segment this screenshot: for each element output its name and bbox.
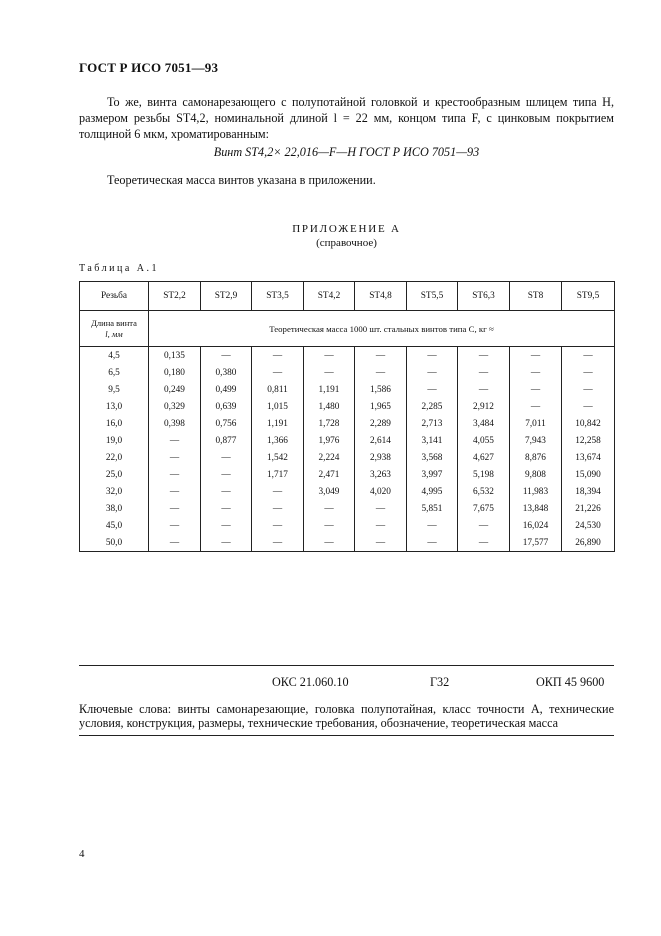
mass-cell: 0,398 [149, 415, 201, 432]
table-row [80, 398, 615, 415]
mass-cell: 1,015 [252, 398, 304, 415]
row-length: 6,5 [80, 364, 149, 381]
mass-cell: 21,226 [562, 500, 615, 517]
group-code: Г32 [430, 675, 450, 689]
length-label-line1: Длина винта [91, 317, 137, 328]
col-header: ST4,8 [355, 282, 407, 311]
mass-cell: — [252, 534, 304, 552]
mass-cell: 1,191 [304, 381, 355, 398]
mass-cell: 3,997 [407, 466, 458, 483]
mass-cell: — [407, 364, 458, 381]
mass-cell: 2,285 [407, 398, 458, 415]
table-subheader-row [80, 311, 615, 347]
row-length: 19,0 [80, 432, 149, 449]
mass-cell: 7,943 [510, 432, 562, 449]
mass-cell: 0,639 [201, 398, 252, 415]
col-header: ST8 [510, 282, 562, 311]
row-length: 9,5 [80, 381, 149, 398]
table-row [80, 483, 615, 500]
mass-cell: — [562, 347, 615, 365]
mass-cell: — [458, 347, 510, 365]
mass-cell: 5,851 [407, 500, 458, 517]
mass-cell: — [149, 466, 201, 483]
mass-cell: 16,024 [510, 517, 562, 534]
table-row [80, 449, 615, 466]
mass-cell: 26,890 [562, 534, 615, 552]
mass-cell: 0,249 [149, 381, 201, 398]
row-length: 50,0 [80, 534, 149, 552]
mass-cell: 12,258 [562, 432, 615, 449]
mass-cell: — [407, 381, 458, 398]
mass-cell: 13,848 [510, 500, 562, 517]
mass-cell: 2,912 [458, 398, 510, 415]
document-header: ГОСТ Р ИСО 7051—93 [79, 60, 219, 75]
mass-cell: 0,877 [201, 432, 252, 449]
mass-table [79, 281, 615, 552]
mass-cell: 1,728 [304, 415, 355, 432]
mass-cell: 15,090 [562, 466, 615, 483]
mass-cell: — [355, 534, 407, 552]
mass-cell: — [458, 534, 510, 552]
mass-cell: 0,135 [149, 347, 201, 365]
appendix-subtitle: (справочное) [316, 237, 377, 249]
mass-cell: 1,191 [252, 415, 304, 432]
mass-cell: 3,049 [304, 483, 355, 500]
mass-cell: 2,614 [355, 432, 407, 449]
mass-cell: 2,471 [304, 466, 355, 483]
mass-cell: — [562, 398, 615, 415]
table-row [80, 517, 615, 534]
mass-cell: 6,532 [458, 483, 510, 500]
table-row [80, 364, 615, 381]
mass-cell: 4,995 [407, 483, 458, 500]
mass-cell: — [355, 500, 407, 517]
mass-cell: — [149, 483, 201, 500]
mass-cell: 1,586 [355, 381, 407, 398]
mass-cell: 0,329 [149, 398, 201, 415]
mass-cell: — [510, 398, 562, 415]
col-header: ST4,2 [304, 282, 355, 311]
mass-cell: 17,577 [510, 534, 562, 552]
mass-cell: — [304, 347, 355, 365]
mass-cell: 1,480 [304, 398, 355, 415]
mass-cell: 0,380 [201, 364, 252, 381]
row-length: 4,5 [80, 347, 149, 365]
mass-cell: 3,141 [407, 432, 458, 449]
mass-cell: 4,055 [458, 432, 510, 449]
okp-code: ОКП 45 9600 [536, 675, 605, 689]
paragraph-text: То же, винта самонарезающего с полупотайной головкой и крестообразным шлицем типа H, размером резьбы ST4,2, номинальной длиной l = 22 мм, концом типа F, с цинковым покрытием толщиной 6 мкм, хроматированным: [79, 95, 614, 141]
mass-cell: 3,263 [355, 466, 407, 483]
length-label-line2: l, мм [105, 328, 123, 339]
mass-cell: 1,542 [252, 449, 304, 466]
table-row [80, 347, 615, 365]
mass-cell: 1,366 [252, 432, 304, 449]
table-header-row [80, 282, 615, 311]
mass-note: Теоретическая масса винтов указана в приложении. [107, 173, 376, 187]
mass-cell: — [149, 432, 201, 449]
footer-rule-bottom [79, 735, 614, 736]
col-header: ST5,5 [407, 282, 458, 311]
col-header: ST9,5 [562, 282, 615, 311]
mass-cell: — [562, 364, 615, 381]
mass-cell: 2,938 [355, 449, 407, 466]
mass-cell: — [201, 483, 252, 500]
mass-cell: — [252, 483, 304, 500]
mass-cell: — [304, 364, 355, 381]
mass-cell: 0,756 [201, 415, 252, 432]
mass-cell: — [510, 347, 562, 365]
table-row [80, 432, 615, 449]
mass-cell: 2,289 [355, 415, 407, 432]
mass-cell: — [407, 517, 458, 534]
table-caption: Таблица А.1 [79, 263, 159, 274]
thread-label: Резьба [80, 282, 149, 311]
row-length: 38,0 [80, 500, 149, 517]
mass-cell: — [149, 534, 201, 552]
mass-cell: 3,484 [458, 415, 510, 432]
keywords: Ключевые слова: винты самонарезающие, головка полупотайная, класс точности А, технические условия, конструкция, размеры, технические требования, обозначение, теоретическая масса [79, 702, 614, 730]
mass-cell: 0,180 [149, 364, 201, 381]
appendix-title: ПРИЛОЖЕНИЕ А [292, 223, 401, 235]
mass-cell: 8,876 [510, 449, 562, 466]
mass-cell: — [355, 347, 407, 365]
col-header: ST6,3 [458, 282, 510, 311]
mass-cell: 7,011 [510, 415, 562, 432]
mass-cell: — [562, 381, 615, 398]
table-row [80, 500, 615, 517]
length-label [80, 311, 149, 347]
mass-cell: 7,675 [458, 500, 510, 517]
mass-cell: — [458, 517, 510, 534]
mass-cell: — [201, 466, 252, 483]
row-length: 22,0 [80, 449, 149, 466]
mass-cell: 10,842 [562, 415, 615, 432]
mass-cell: — [201, 500, 252, 517]
mass-cell: 1,976 [304, 432, 355, 449]
table-row [80, 415, 615, 432]
mass-cell: — [304, 500, 355, 517]
mass-cell: 24,530 [562, 517, 615, 534]
mass-cell: — [355, 364, 407, 381]
mass-cell: — [149, 517, 201, 534]
mass-cell: — [201, 347, 252, 365]
designation-example-paragraph [79, 94, 614, 142]
mass-cell: — [201, 449, 252, 466]
row-length: 32,0 [80, 483, 149, 500]
mass-cell: 18,394 [562, 483, 615, 500]
mass-cell: — [252, 347, 304, 365]
mass-cell: — [304, 517, 355, 534]
mass-cell: — [252, 364, 304, 381]
mass-cell: 3,568 [407, 449, 458, 466]
mass-cell: — [201, 517, 252, 534]
col-header: ST2,2 [149, 282, 201, 311]
page-number: 4 [79, 848, 85, 860]
mass-cell: — [407, 347, 458, 365]
mass-description: Теоретическая масса 1000 шт. стальных винтов типа С, кг ≈ [149, 311, 615, 347]
mass-cell: 5,198 [458, 466, 510, 483]
row-length: 25,0 [80, 466, 149, 483]
row-length: 45,0 [80, 517, 149, 534]
mass-cell: 1,717 [252, 466, 304, 483]
table-row [80, 381, 615, 398]
mass-cell: — [355, 517, 407, 534]
mass-cell: 4,020 [355, 483, 407, 500]
mass-cell: 13,674 [562, 449, 615, 466]
mass-cell: 0,811 [252, 381, 304, 398]
col-header: ST2,9 [201, 282, 252, 311]
mass-cell: 11,983 [510, 483, 562, 500]
mass-cell: 4,627 [458, 449, 510, 466]
mass-cell: — [407, 534, 458, 552]
designation-formula: Винт ST4,2× 22,016—F—H ГОСТ Р ИСО 7051—93 [213, 145, 480, 159]
mass-cell: — [149, 500, 201, 517]
row-length: 13,0 [80, 398, 149, 415]
footer-rule-top [79, 665, 614, 666]
mass-cell: 2,224 [304, 449, 355, 466]
table-row [80, 466, 615, 483]
mass-cell: — [304, 534, 355, 552]
mass-cell: — [458, 381, 510, 398]
mass-cell: — [252, 517, 304, 534]
mass-cell: — [149, 449, 201, 466]
mass-cell: 1,965 [355, 398, 407, 415]
mass-cell: — [458, 364, 510, 381]
okc-code: ОКС 21.060.10 [272, 675, 349, 689]
table-row [80, 534, 615, 552]
mass-cell: — [510, 364, 562, 381]
mass-cell: 2,713 [407, 415, 458, 432]
mass-cell: — [201, 534, 252, 552]
mass-cell: — [510, 381, 562, 398]
mass-cell: 0,499 [201, 381, 252, 398]
mass-cell: — [252, 500, 304, 517]
col-header: ST3,5 [252, 282, 304, 311]
mass-cell: 9,808 [510, 466, 562, 483]
row-length: 16,0 [80, 415, 149, 432]
